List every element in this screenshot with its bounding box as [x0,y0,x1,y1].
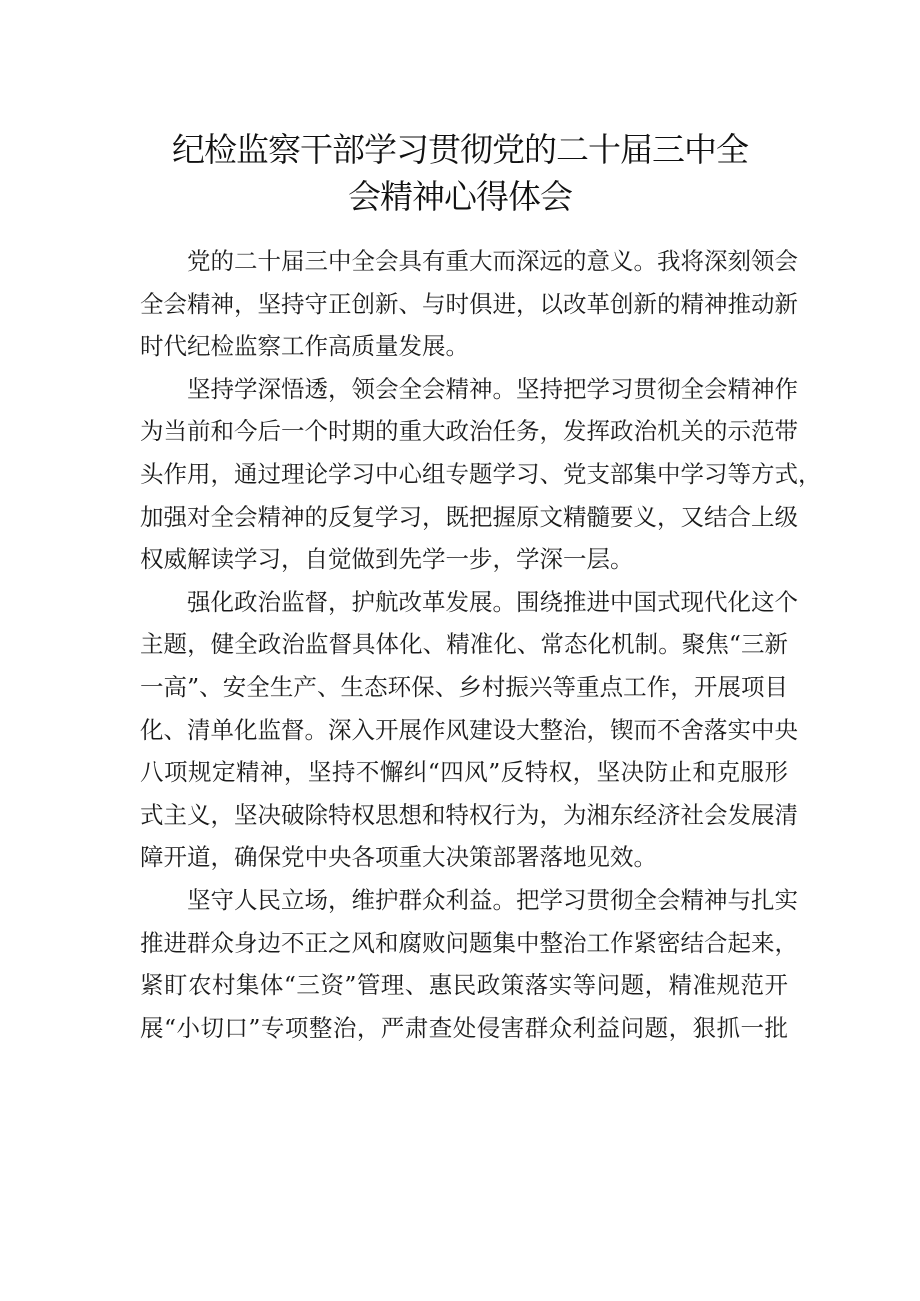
text-line: 障开道，确保党中央各项重大决策部署落地见效。 [140,843,657,872]
paragraph [140,240,798,368]
paragraph [140,581,798,879]
paragraph [140,879,798,1049]
text-line: 党的二十届三中全会具有重大而深远的意义。我将深刻领会 [187,247,798,275]
text-line: 坚持学深悟透，领会全会精神。坚持把学习贯彻全会精神作 [187,374,798,403]
text-line: 化、清单化监督。深入开展作风建设大整治，锲而不舍落实中央 [140,715,798,744]
document-title [120,126,800,220]
title-line: 纪检监察干部学习贯彻党的二十届三中全 [172,130,748,169]
text-line: 推进群众身边不正之风和腐败问题集中整治工作紧密结合起来， [140,928,798,957]
text-line: 头作用，通过理论学习中心组专题学习、党支部集中学习等方式， [140,459,822,488]
text-line: 坚守人民立场，维护群众利益。把学习贯彻全会精神与扎实 [187,885,798,914]
text-line: 一高”、安全生产、生态环保、乡村振兴等重点工作，开展项目 [140,672,788,701]
text-line: 为当前和今后一个时期的重大政治任务，发挥政治机关的示范带 [140,417,798,446]
text-line: 紧盯农村集体“三资”管理、惠民政策落实等问题，精准规范开 [140,971,788,1000]
text-line: 加强对全会精神的反复学习，既把握原文精髓要义，又结合上级 [140,502,798,531]
text-line: 权威解读学习，自觉做到先学一步，学深一层。 [140,545,634,574]
text-line: 展“小切口”专项整治，严肃查处侵害群众利益问题，狠抓一批 [140,1013,788,1042]
text-line: 主题，健全政治监督具体化、精准化、常态化机制。聚焦“三新 [140,630,788,659]
text-line: 八项规定精神，坚持不懈纠“四风”反特权，坚决防止和克服形 [140,758,788,787]
text-line: 全会精神，坚持守正创新、与时俱进，以改革创新的精神推动新 [140,289,798,318]
text-line: 时代纪检监察工作高质量发展。 [140,332,469,361]
text-line: 式主义，坚决破除特权思想和特权行为，为湘东经济社会发展清 [140,800,798,829]
paragraph [140,368,822,581]
text-line: 强化政治监督，护航改革发展。围绕推进中国式现代化这个 [187,587,798,616]
title-line: 会精神心得体会 [348,177,572,216]
document-body [140,240,822,1049]
